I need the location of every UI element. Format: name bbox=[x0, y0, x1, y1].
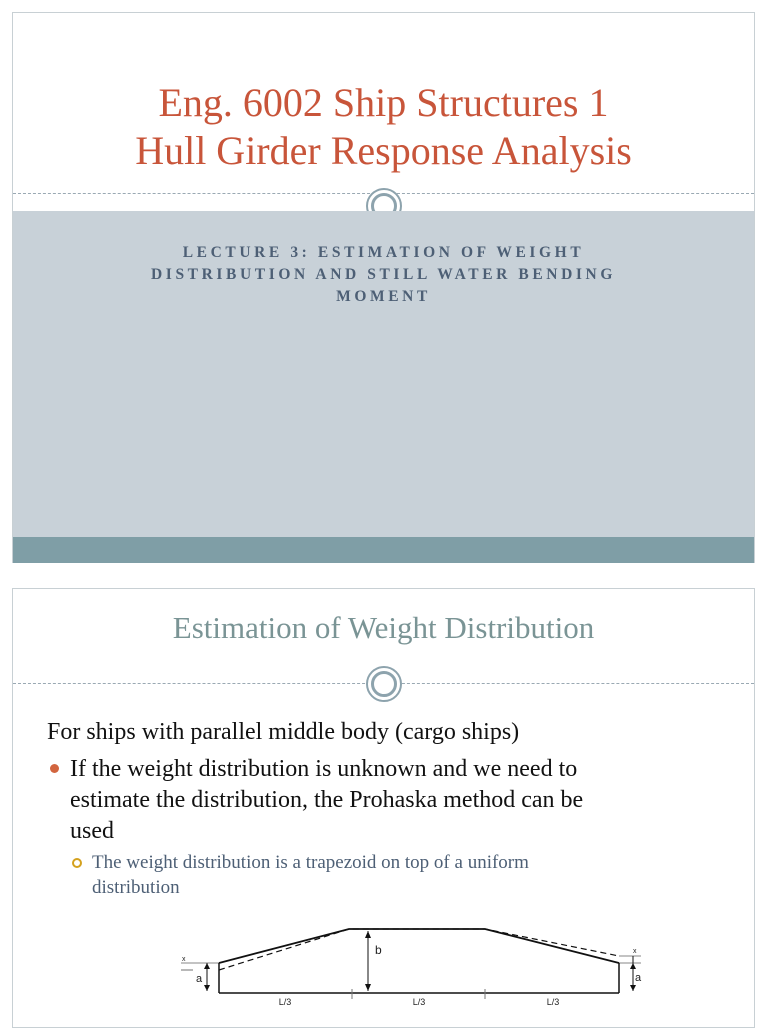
intro-text: For ships with parallel middle body (cargo ships) bbox=[47, 719, 520, 745]
trapezoid-outline bbox=[219, 929, 619, 963]
label-x-right: x bbox=[633, 948, 637, 955]
bullet-line-1: If the weight distribution is unknown and we need to bbox=[70, 756, 578, 782]
a-left-arrow-up bbox=[204, 963, 210, 969]
label-a-left: a bbox=[196, 973, 203, 985]
sub-bullet-text bbox=[92, 850, 692, 900]
subtitle-line-1: LECTURE 3: ESTIMATION OF WEIGHT bbox=[182, 244, 585, 261]
bullet-line-3: used bbox=[70, 818, 114, 844]
a-left-arrow-down bbox=[204, 985, 210, 991]
subtitle-line-3: MOMENT bbox=[336, 288, 431, 305]
sub-bullet-line-2: distribution bbox=[92, 877, 180, 898]
title-slide bbox=[12, 12, 755, 563]
sub-bullet-line-1: The weight distribution is a trapezoid on top of a uniform bbox=[92, 852, 529, 873]
b-arrow-up bbox=[365, 931, 371, 938]
prohaska-diagram bbox=[163, 919, 653, 1019]
slide-title bbox=[13, 79, 754, 175]
b-arrow-down bbox=[365, 984, 371, 991]
footer-bar bbox=[13, 537, 754, 563]
label-x-left: x bbox=[182, 956, 186, 963]
segment-label-1: L/3 bbox=[278, 997, 292, 1007]
segment-label-3: L/3 bbox=[546, 997, 560, 1007]
a-right-arrow-down bbox=[630, 985, 636, 991]
title-line-1: Eng. 6002 Ship Structures 1 bbox=[158, 80, 609, 125]
subtitle-line-2: DISTRIBUTION AND STILL WATER BENDING bbox=[151, 266, 616, 283]
bullet-dot-icon bbox=[50, 764, 59, 773]
dashed-distribution bbox=[219, 929, 619, 970]
a-right-arrow-up bbox=[630, 963, 636, 969]
bullet-line-2: estimate the distribution, the Prohaska method can be bbox=[70, 787, 584, 813]
label-b: b bbox=[375, 943, 382, 957]
title-line-2: Hull Girder Response Analysis bbox=[135, 128, 632, 173]
slide-title: Estimation of Weight Distribution bbox=[172, 610, 595, 645]
separator-ring-icon bbox=[366, 666, 402, 702]
content-slide bbox=[12, 588, 755, 1028]
label-a-right: a bbox=[635, 972, 642, 984]
bullet-text bbox=[70, 754, 710, 847]
lecture-subtitle bbox=[83, 242, 684, 308]
sub-bullet-ring-icon bbox=[72, 858, 82, 868]
segment-label-2: L/3 bbox=[412, 997, 426, 1007]
